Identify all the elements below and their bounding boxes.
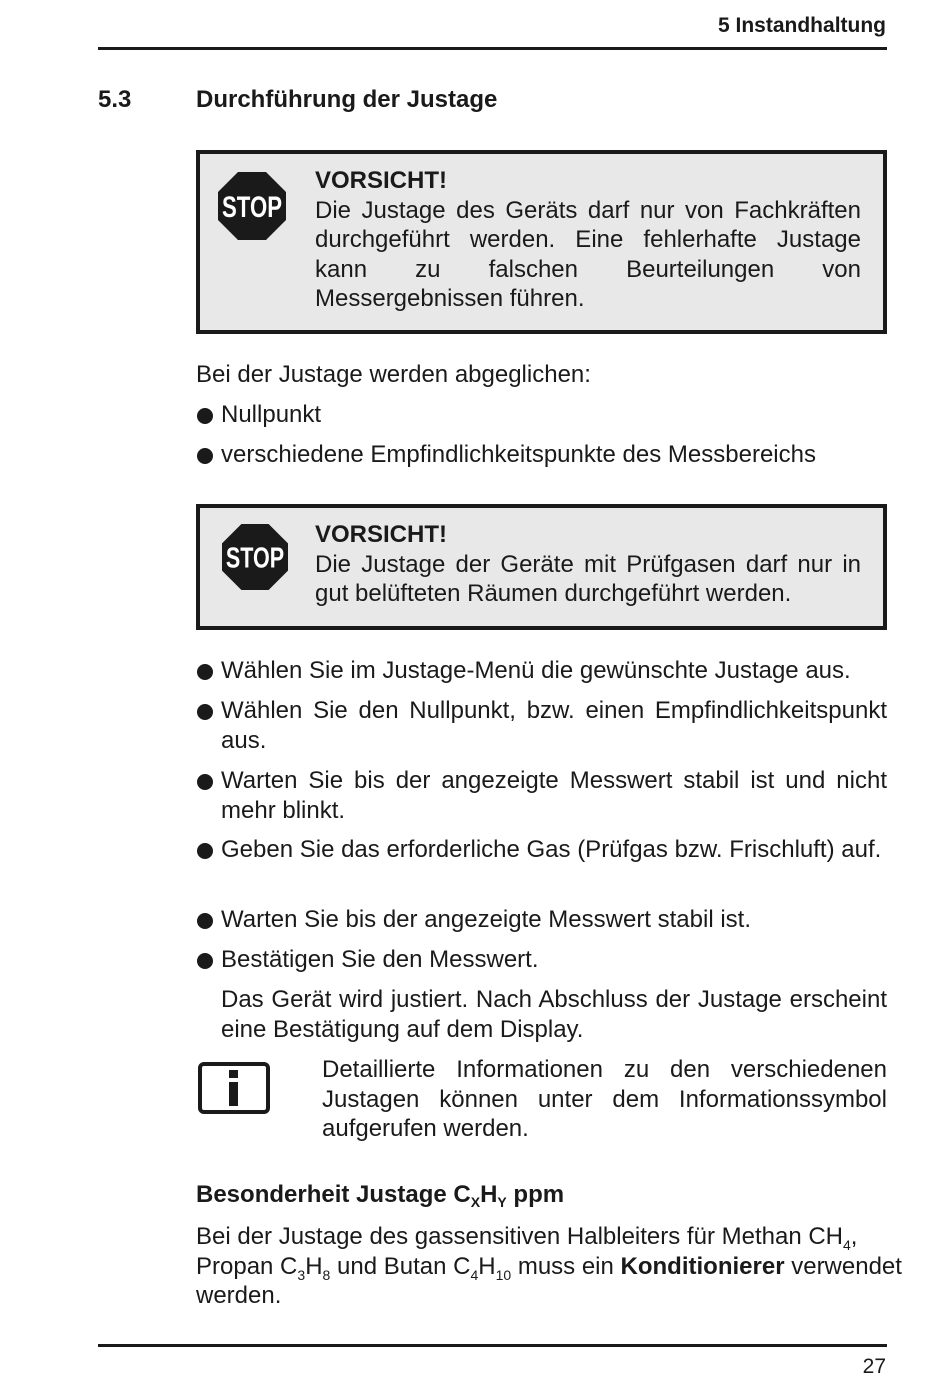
svg-text:STOP: STOP bbox=[222, 191, 282, 224]
stop-sign-icon bbox=[218, 172, 286, 240]
bullet-icon bbox=[197, 664, 213, 680]
info-icon bbox=[198, 1062, 270, 1114]
list-item: verschiedene Empfindlichkeitspunkte des Messbereichs bbox=[196, 440, 887, 470]
stop-sign-icon bbox=[222, 524, 288, 590]
section-number: 5.3 bbox=[98, 86, 132, 113]
info-note: Detaillierte Informationen zu den verschiedenen Justagen können unter dem Informationssymbol aufgerufen werden. bbox=[322, 1056, 887, 1142]
bullet-icon bbox=[197, 448, 213, 464]
warning-1-text: Die Justage des Geräts darf nur von Fachkräften durchgeführt werden. Eine fehlerhafte Justage kann zu falschen Beurteilungen von Messergebnissen führen. bbox=[315, 196, 861, 312]
warning-box-1 bbox=[196, 150, 887, 334]
subsection-heading: Besonderheit Justage $C_XH_Y$ ppm bbox=[196, 1181, 565, 1210]
bullet-icon bbox=[197, 704, 213, 720]
step-item: Warten Sie bis der angezeigte Messwert stabil ist und nicht mehr blinkt. bbox=[196, 766, 887, 825]
bullet-icon bbox=[197, 953, 213, 969]
paragraph-line: werden. bbox=[196, 1282, 282, 1309]
bullet-icon bbox=[197, 774, 213, 790]
bullet-icon bbox=[197, 408, 213, 424]
chapter-header: 5 Instandhaltung bbox=[718, 14, 886, 37]
step-item: Geben Sie das erforderliche Gas (Prüfgas bzw. Frischluft) auf. bbox=[196, 835, 887, 865]
list-item: Nullpunkt bbox=[196, 400, 887, 430]
step-item: Wählen Sie im Justage-Menü die gewünschte Justage aus. bbox=[196, 656, 887, 686]
paragraph-line: Bei der Justage des gassensitiven Halbleiters für Methan $CH_4$, bbox=[196, 1223, 858, 1253]
step-item: Bestätigen Sie den Messwert. bbox=[196, 945, 887, 975]
page-number: 27 bbox=[862, 1355, 886, 1378]
warning-2-text: Die Justage der Geräte mit Prüfgasen darf nur in gut belüfteten Räumen durchgeführt werden. bbox=[315, 550, 861, 607]
step-item: Warten Sie bis der angezeigte Messwert stabil ist. bbox=[196, 905, 887, 935]
intro-text: Bei der Justage werden abgeglichen: bbox=[196, 361, 591, 388]
special-paragraph bbox=[196, 1222, 902, 1311]
bullet-icon bbox=[197, 913, 213, 929]
footer-rule bbox=[98, 1344, 887, 1347]
result-text: Das Gerät wird justiert. Nach Abschluss der Justage erscheint eine Bestätigung auf dem Display. bbox=[221, 986, 887, 1043]
svg-text:STOP: STOP bbox=[225, 542, 285, 575]
warning-1-title: VORSICHT! bbox=[315, 167, 447, 194]
emphasis-konditionierer: Konditionierer bbox=[620, 1252, 785, 1280]
bullet-icon bbox=[197, 843, 213, 859]
step-item: Wählen Sie den Nullpunkt, bzw. einen Empfindlichkeitspunkt aus. bbox=[196, 696, 887, 755]
section-title: Durchführung der Justage bbox=[196, 86, 498, 113]
warning-2-title: VORSICHT! bbox=[315, 521, 447, 548]
warning-box-2 bbox=[196, 504, 887, 630]
warning-2-content bbox=[315, 520, 861, 609]
warning-1-content bbox=[315, 166, 861, 314]
header-rule bbox=[98, 47, 887, 50]
paragraph-line: Propan $C_3H_8$ und Butan $C_4H_{10}$ muss ein Konditionierer verwendet bbox=[196, 1252, 902, 1283]
